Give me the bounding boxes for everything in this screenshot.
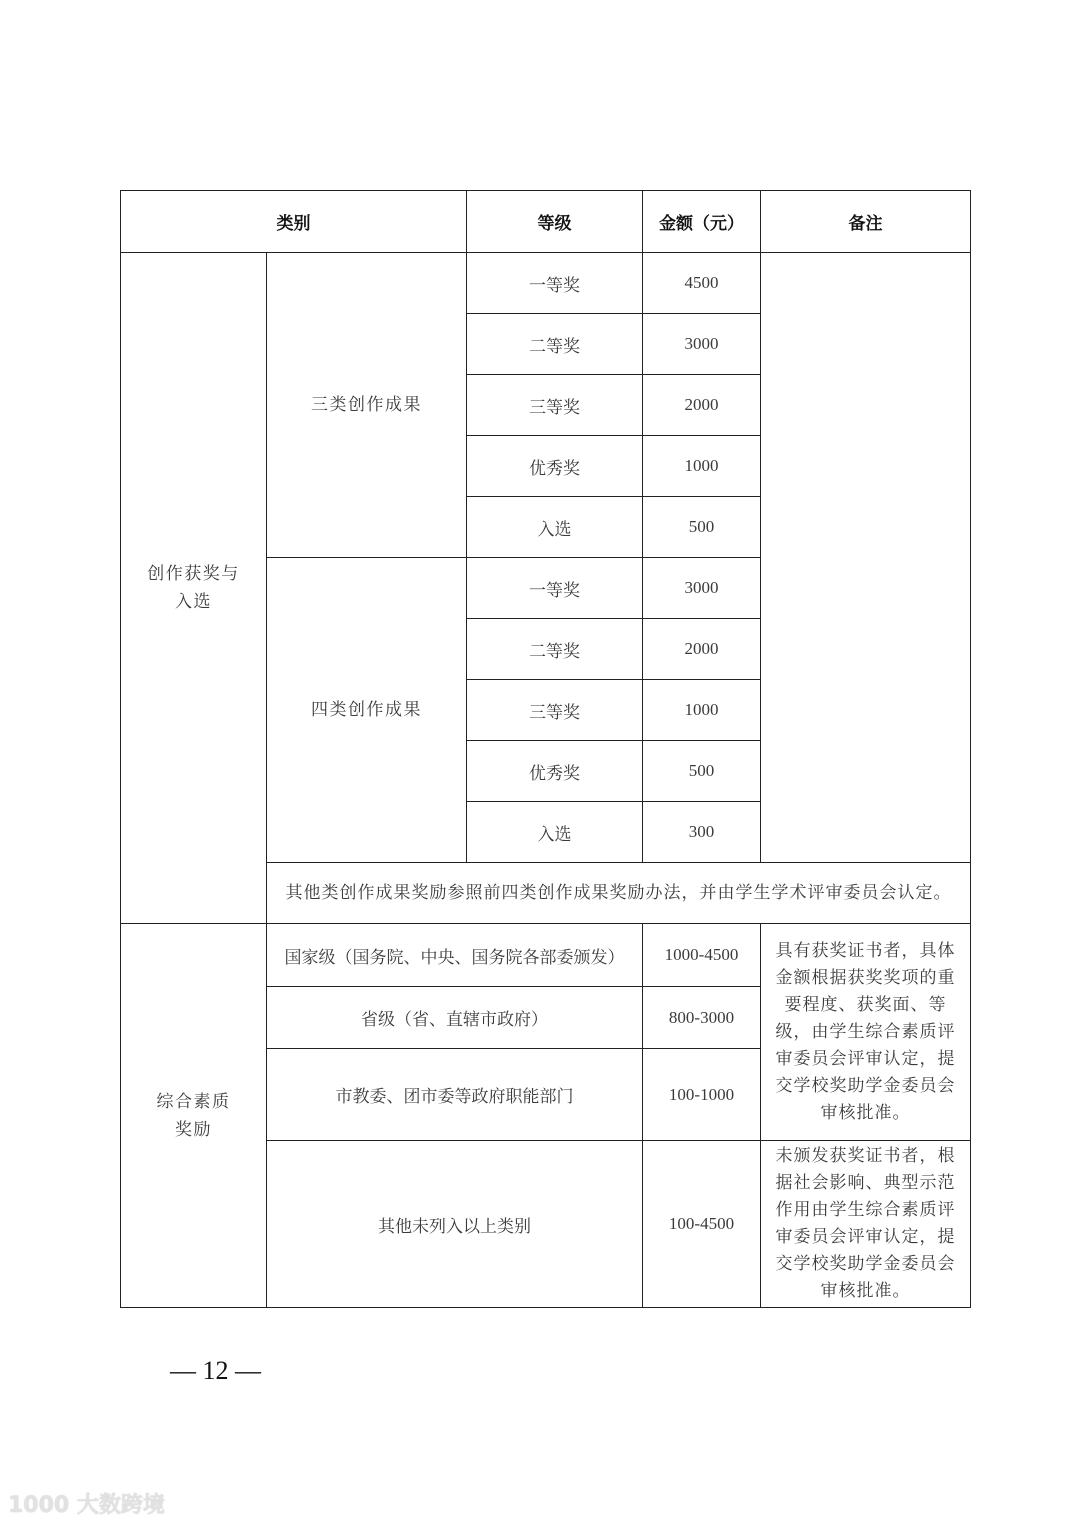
amount-cell: 500 bbox=[643, 497, 761, 558]
level-cell: 其他未列入以上类别 bbox=[267, 1141, 643, 1308]
amount-cell: 800-3000 bbox=[643, 987, 761, 1049]
amount-cell: 300 bbox=[643, 802, 761, 863]
level-cell: 三等奖 bbox=[467, 680, 643, 741]
table-row bbox=[121, 253, 971, 314]
page-number: — 12 — bbox=[170, 1356, 261, 1385]
remarks-uncertified: 未颁发获奖证书者，根据社会影响、典型示范作用由学生综合素质评审委员会评审认定，提交学校奖助学金委员会审核批准。 bbox=[761, 1141, 971, 1308]
level-cell: 省级（省、直辖市政府） bbox=[267, 987, 643, 1049]
level-cell: 优秀奖 bbox=[467, 436, 643, 497]
amount-cell: 1000 bbox=[643, 680, 761, 741]
header-category: 类别 bbox=[121, 191, 467, 253]
group-name: 三类创作成果 bbox=[267, 253, 467, 558]
amount-cell: 2000 bbox=[643, 375, 761, 436]
amount-cell: 100-1000 bbox=[643, 1049, 761, 1141]
watermark-logo: 1000 大数跨境 bbox=[8, 1493, 165, 1518]
level-cell: 二等奖 bbox=[467, 314, 643, 375]
remarks-cell bbox=[761, 253, 971, 863]
level-cell: 二等奖 bbox=[467, 619, 643, 680]
section-category-comprehensive: 综合素质奖励 bbox=[121, 924, 267, 1308]
level-cell: 市教委、团市委等政府职能部门 bbox=[267, 1049, 643, 1141]
amount-cell: 500 bbox=[643, 741, 761, 802]
amount-cell: 3000 bbox=[643, 314, 761, 375]
level-cell: 一等奖 bbox=[467, 558, 643, 619]
amount-cell: 3000 bbox=[643, 558, 761, 619]
amount-cell: 100-4500 bbox=[643, 1141, 761, 1308]
level-cell: 入选 bbox=[467, 497, 643, 558]
remarks-certified: 具有获奖证书者，具体金额根据获奖奖项的重要程度、获奖面、等级，由学生综合素质评审委员会评审认定，提交学校奖助学金委员会审核批准。 bbox=[761, 924, 971, 1141]
header-remarks: 备注 bbox=[761, 191, 971, 253]
group-name: 四类创作成果 bbox=[267, 558, 467, 863]
amount-cell: 4500 bbox=[643, 253, 761, 314]
level-cell: 三等奖 bbox=[467, 375, 643, 436]
creation-footnote: 其他类创作成果奖励参照前四类创作成果奖励办法，并由学生学术评审委员会认定。 bbox=[267, 863, 971, 924]
amount-cell: 1000-4500 bbox=[643, 924, 761, 987]
level-cell: 入选 bbox=[467, 802, 643, 863]
award-table bbox=[120, 190, 971, 1308]
header-level: 等级 bbox=[467, 191, 643, 253]
header-amount: 金额（元） bbox=[643, 191, 761, 253]
level-cell: 优秀奖 bbox=[467, 741, 643, 802]
table-row bbox=[121, 924, 971, 987]
level-cell: 国家级（国务院、中央、国务院各部委颁发） bbox=[267, 924, 643, 987]
section-category-creation: 创作获奖与入选 bbox=[121, 253, 267, 924]
table-header-row bbox=[121, 191, 971, 253]
amount-cell: 2000 bbox=[643, 619, 761, 680]
level-cell: 一等奖 bbox=[467, 253, 643, 314]
amount-cell: 1000 bbox=[643, 436, 761, 497]
